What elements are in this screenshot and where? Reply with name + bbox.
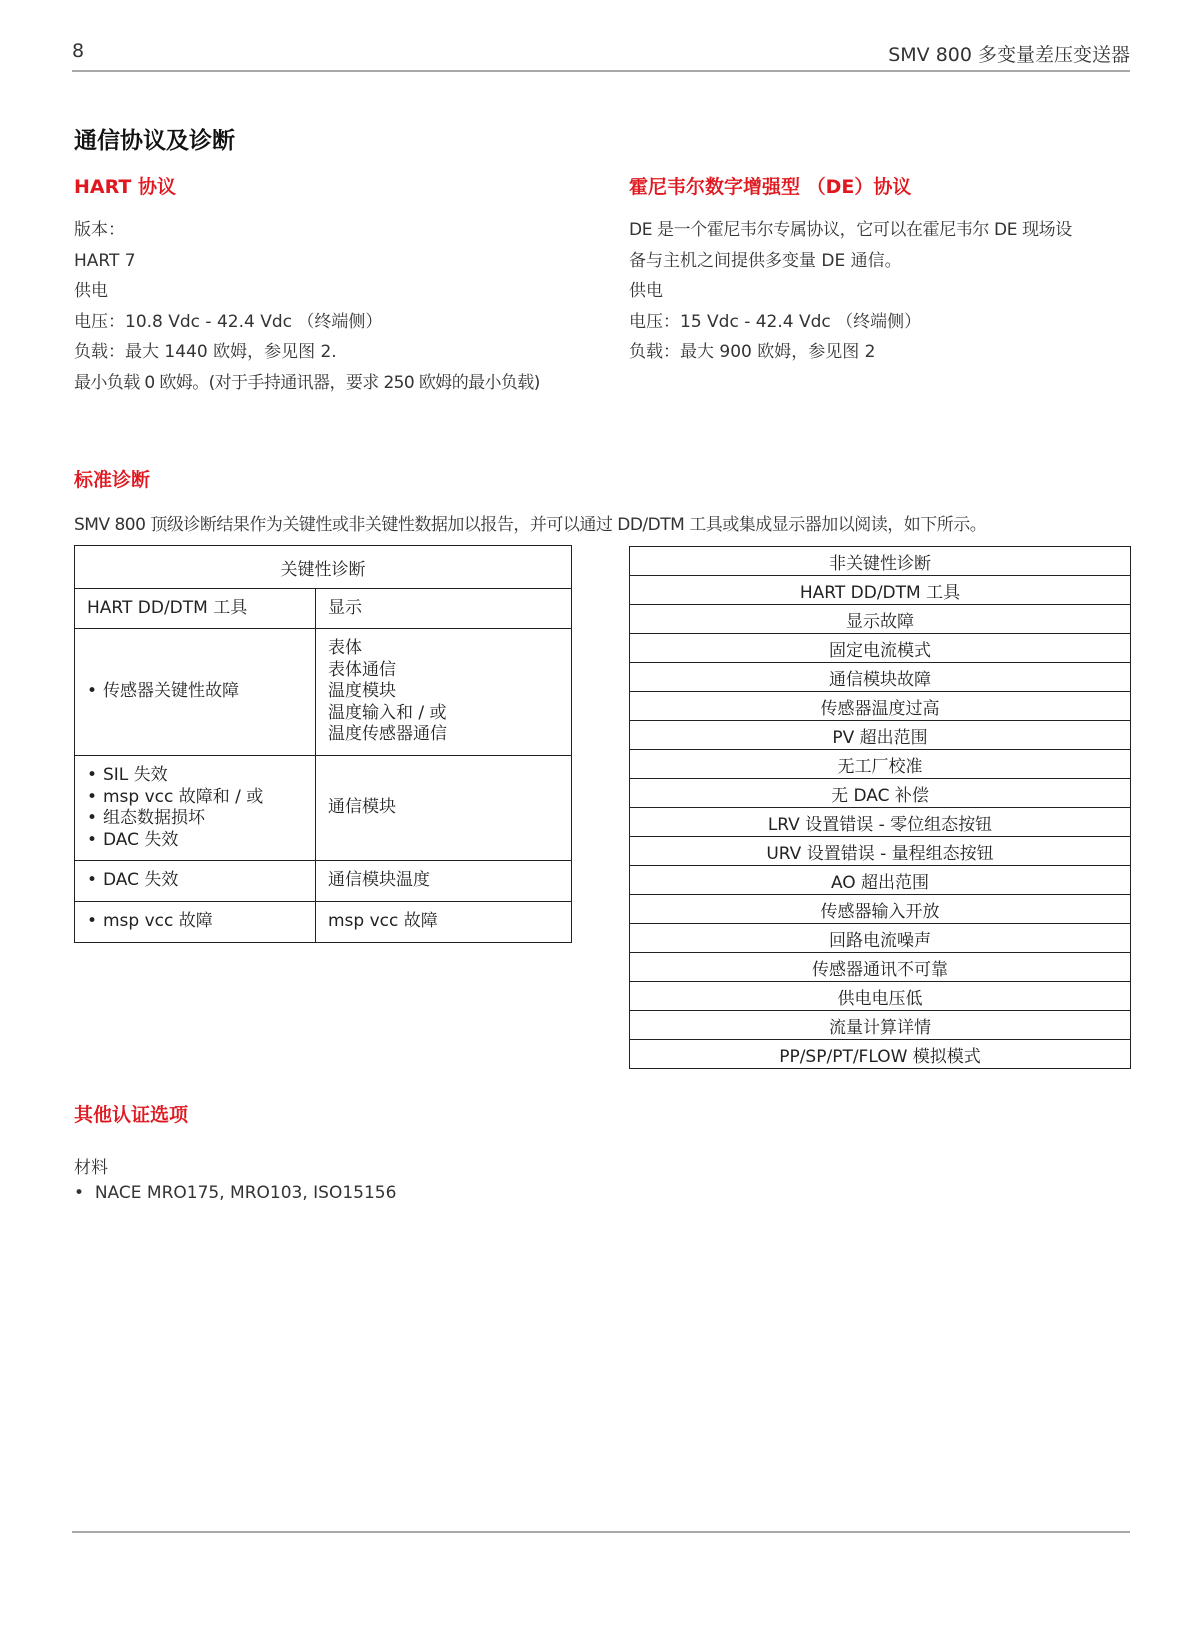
- critical-tool-list: [87, 870, 303, 892]
- table-row: 通信模块故障: [630, 663, 1131, 692]
- de-line: DE 是一个霍尼韦尔专属协议，它可以在霍尼韦尔 DE 现场设: [629, 220, 1072, 240]
- table-row: [75, 861, 572, 902]
- critical-display-item: 温度模块: [328, 681, 396, 702]
- list-item: • msp vcc 故障: [87, 911, 303, 933]
- critical-tool-list: [87, 765, 303, 851]
- de-heading: 霍尼韦尔数字增强型 （DE）协议: [629, 176, 912, 198]
- hart-line: 负载：最大 1440 欧姆，参见图 2.: [74, 342, 337, 362]
- table-row: URV 设置错误 - 量程组态按钮: [630, 837, 1131, 866]
- hart-line: 最小负载 0 欧姆。(对于手持通讯器，要求 250 欧姆的最小负载): [74, 372, 540, 393]
- de-line: 电压：15 Vdc - 42.4 Vdc （终端侧）: [629, 311, 922, 332]
- table-row: PV 超出范围: [630, 721, 1131, 750]
- hart-line: 电压：10.8 Vdc - 42.4 Vdc （终端侧）: [74, 311, 383, 332]
- hart-heading: HART 协议: [74, 176, 176, 198]
- table-row: 无 DAC 补偿: [630, 779, 1131, 808]
- table-row: 显示故障: [630, 605, 1131, 634]
- table-row: 流量计算详情: [630, 1011, 1131, 1040]
- critical-display-item: 表体: [328, 638, 362, 659]
- certification-label: 材料: [74, 1158, 108, 1178]
- table-row: [75, 756, 572, 861]
- de-details: [629, 215, 1072, 368]
- table-row: 传感器温度过高: [630, 692, 1131, 721]
- page-number: 8: [72, 40, 85, 62]
- table-row: 无工厂校准: [630, 750, 1131, 779]
- hart-line: HART 7: [74, 250, 136, 271]
- list-item: • DAC 失效: [87, 870, 303, 892]
- hart-line: 版本：: [74, 220, 125, 240]
- table-row: 固定电流模式: [630, 634, 1131, 663]
- certification-heading: 其他认证选项: [74, 1104, 189, 1126]
- critical-diagnostics-table: [74, 545, 572, 943]
- noncritical-diagnostics-table: [629, 546, 1131, 1069]
- hart-line: 供电: [74, 281, 108, 301]
- section-title: 通信协议及诊断: [74, 128, 235, 154]
- critical-table-title: 关键性诊断: [75, 546, 572, 589]
- critical-display-item: 温度输入和 / 或: [328, 702, 447, 723]
- list-item: • 传感器关键性故障: [87, 681, 303, 703]
- certification-item: [74, 1183, 396, 1203]
- table-row: PP/SP/PT/FLOW 模拟模式: [630, 1040, 1131, 1069]
- hart-details: [74, 215, 540, 398]
- table-row: [75, 902, 572, 943]
- list-item: • DAC 失效: [87, 830, 303, 852]
- de-line: 供电: [629, 281, 663, 301]
- table-row: LRV 设置错误 - 零位组态按钮: [630, 808, 1131, 837]
- critical-display-item: 温度传感器通信: [328, 724, 447, 745]
- table-row: 供电电压低: [630, 982, 1131, 1011]
- table-row: 回路电流噪声: [630, 924, 1131, 953]
- critical-tool-list: [87, 911, 303, 933]
- list-item: • SIL 失效: [87, 765, 303, 787]
- critical-display-item: 通信模块: [316, 756, 572, 861]
- list-item: • 组态数据损坏: [87, 808, 303, 830]
- critical-tool-list: [87, 681, 303, 703]
- diagnostics-heading: 标准诊断: [74, 469, 151, 491]
- table-row: HART DD/DTM 工具: [630, 576, 1131, 605]
- critical-col-header: 显示: [316, 589, 572, 629]
- bullet-glyph: •: [74, 1183, 95, 1203]
- critical-display-item: 通信模块温度: [316, 861, 572, 902]
- table-row: 传感器输入开放: [630, 895, 1131, 924]
- diagnostics-intro: SMV 800 顶级诊断结果作为关键性或非关键性数据加以报告，并可以通过 DD/DTM 工具或集成显示器加以阅读，如下所示。: [74, 515, 987, 535]
- de-line: 备与主机之间提供多变量 DE 通信。: [629, 250, 902, 271]
- table-row: AO 超出范围: [630, 866, 1131, 895]
- table-row: 传感器通讯不可靠: [630, 953, 1131, 982]
- table-row: [75, 629, 572, 756]
- de-line: 负载：最大 900 欧姆，参见图 2: [629, 342, 876, 362]
- list-item: NACE MRO175, MRO103, ISO15156: [94, 1183, 397, 1203]
- noncritical-table-title: 非关键性诊断: [630, 547, 1131, 576]
- footer-rule: [72, 1531, 1130, 1533]
- critical-col-header: HART DD/DTM 工具: [75, 589, 316, 629]
- header-rule: [72, 70, 1130, 72]
- critical-display-item: msp vcc 故障: [316, 902, 572, 943]
- critical-display-item: 表体通信: [328, 659, 396, 680]
- list-item: • msp vcc 故障和 / 或: [87, 787, 303, 809]
- document-title: SMV 800 多变量差压变送器: [888, 44, 1130, 66]
